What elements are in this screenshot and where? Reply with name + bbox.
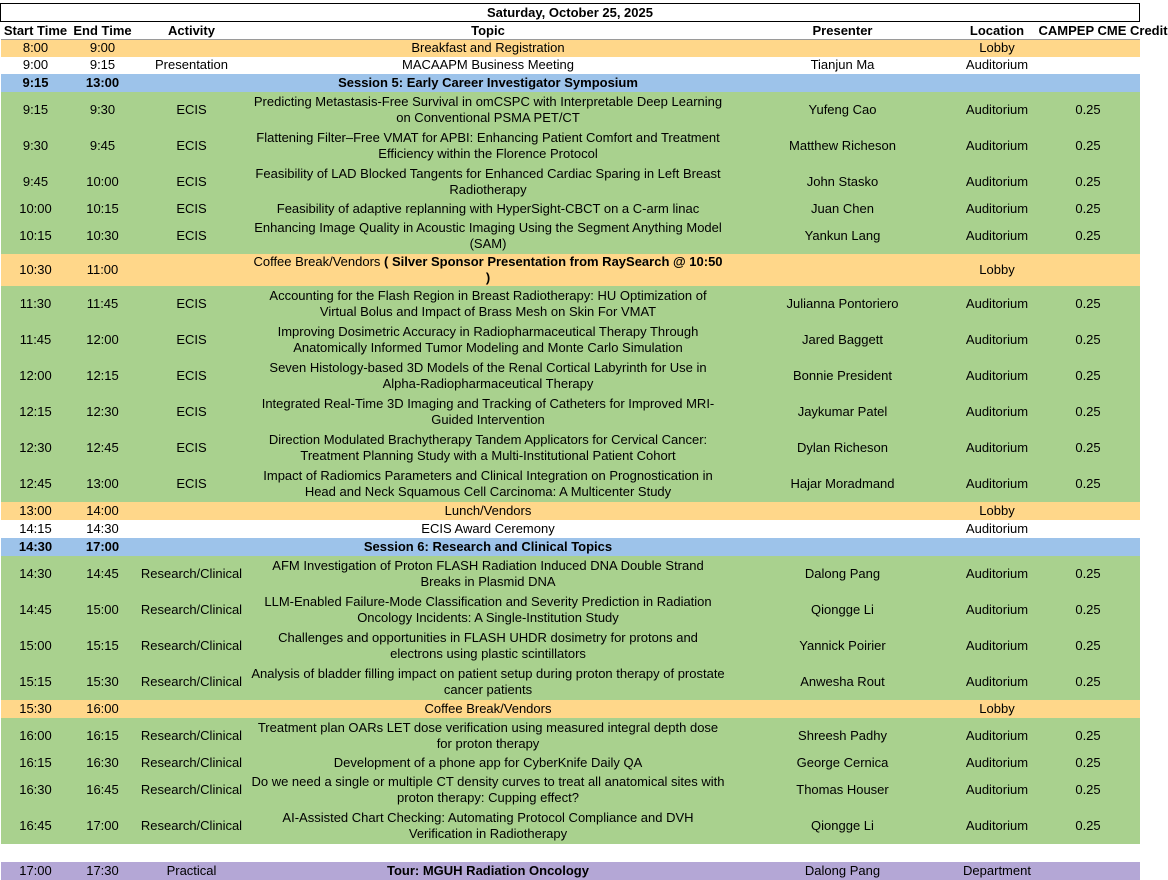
start-time-cell: 9:15	[1, 74, 71, 92]
topic-cell	[249, 754, 728, 772]
topic-text: Accounting for the Flash Region in Breast Radiotherapy: HU Optimization of Virtual Bolus and Impact of Brass Mesh on Skin For VMAT	[269, 287, 707, 319]
presenter-cell	[728, 844, 958, 862]
activity-cell	[135, 254, 249, 286]
topic-cell	[249, 628, 728, 664]
activity-cell: ECIS	[135, 200, 249, 218]
activity-cell	[135, 520, 249, 538]
presenter-cell: Yufeng Cao	[728, 92, 958, 128]
topic-cell	[249, 700, 728, 718]
start-time-cell: 10:00	[1, 200, 71, 218]
topic-cell	[249, 862, 728, 880]
activity-cell: Research/Clinical	[135, 592, 249, 628]
topic-cell	[249, 218, 728, 254]
location-cell	[958, 538, 1037, 556]
start-time-cell: 15:15	[1, 664, 71, 700]
header-row	[1, 22, 1140, 40]
schedule-row	[1, 394, 1140, 430]
presenter-cell	[728, 74, 958, 92]
schedule-row	[1, 466, 1140, 502]
schedule-row	[1, 718, 1140, 754]
start-time-cell: 8:00	[1, 40, 71, 57]
schedule-row	[1, 128, 1140, 164]
topic-cell	[249, 200, 728, 218]
activity-cell: ECIS	[135, 466, 249, 502]
activity-cell	[135, 502, 249, 520]
end-time-cell: 14:00	[71, 502, 135, 520]
topic-text: Session 6: Research and Clinical Topics	[363, 538, 613, 554]
location-cell: Auditorium	[958, 808, 1037, 844]
schedule-row	[1, 556, 1140, 592]
header-topic: Topic	[249, 22, 728, 40]
start-time-cell: 14:15	[1, 520, 71, 538]
topic-text: Tour: MGUH Radiation Oncology	[387, 862, 589, 878]
credit-cell	[1037, 862, 1140, 880]
start-time-cell: 14:30	[1, 538, 71, 556]
schedule-row	[1, 218, 1140, 254]
presenter-cell: Thomas Houser	[728, 772, 958, 808]
presenter-cell: Tianjun Ma	[728, 57, 958, 74]
location-cell: Auditorium	[958, 394, 1037, 430]
activity-cell	[135, 74, 249, 92]
topic-text: Predicting Metastasis-Free Survival in omCSPC with Interpretable Deep Learning on Conventional PSMA PET/CT	[253, 93, 723, 125]
end-time-cell: 14:30	[71, 520, 135, 538]
start-time-cell: 14:30	[1, 556, 71, 592]
topic-cell	[249, 538, 728, 556]
location-cell: Lobby	[958, 254, 1037, 286]
schedule-row	[1, 754, 1140, 772]
topic-text: Flattening Filter–Free VMAT for APBI: Enhancing Patient Comfort and Treatment Efficiency within the Florence Protocol	[256, 129, 720, 161]
start-time-cell	[1, 844, 71, 862]
activity-cell: ECIS	[135, 358, 249, 394]
presenter-cell	[728, 520, 958, 538]
presenter-cell: Dalong Pang	[728, 556, 958, 592]
topic-cell	[249, 286, 728, 322]
location-cell: Auditorium	[958, 430, 1037, 466]
header-presenter: Presenter	[728, 22, 958, 40]
location-cell: Auditorium	[958, 200, 1037, 218]
presenter-cell: Bonnie President	[728, 358, 958, 394]
presenter-cell: Matthew Richeson	[728, 128, 958, 164]
topic-cell	[249, 322, 728, 358]
location-cell: Department	[958, 862, 1037, 880]
activity-cell: Research/Clinical	[135, 628, 249, 664]
topic-text: MACAAPM Business Meeting	[402, 57, 574, 72]
credit-cell: 0.25	[1037, 772, 1140, 808]
credit-cell: 0.25	[1037, 466, 1140, 502]
location-cell: Lobby	[958, 502, 1037, 520]
activity-cell: ECIS	[135, 128, 249, 164]
start-time-cell: 17:00	[1, 862, 71, 880]
activity-cell: ECIS	[135, 430, 249, 466]
title-row	[1, 4, 1140, 22]
location-cell: Auditorium	[958, 466, 1037, 502]
activity-cell: ECIS	[135, 92, 249, 128]
topic-text: Seven Histology-based 3D Models of the Renal Cortical Labyrinth for Use in Alpha-Radiopharmaceutical Therapy	[269, 359, 707, 391]
location-cell: Auditorium	[958, 164, 1037, 200]
header-location: Location	[958, 22, 1037, 40]
end-time-cell: 10:15	[71, 200, 135, 218]
location-cell: Auditorium	[958, 628, 1037, 664]
credit-cell: 0.25	[1037, 286, 1140, 322]
header-start-time: Start Time	[1, 22, 71, 40]
schedule-row	[1, 74, 1140, 92]
schedule-row	[1, 502, 1140, 520]
topic-text: Challenges and opportunities in FLASH UHDR dosimetry for protons and electrons using plastic scintillators	[278, 629, 698, 661]
activity-cell: ECIS	[135, 394, 249, 430]
credit-cell: 0.25	[1037, 664, 1140, 700]
location-cell: Auditorium	[958, 718, 1037, 754]
activity-cell: Research/Clinical	[135, 772, 249, 808]
schedule-row	[1, 322, 1140, 358]
presenter-cell: George Cernica	[728, 754, 958, 772]
topic-cell	[249, 664, 728, 700]
credit-cell: 0.25	[1037, 322, 1140, 358]
activity-cell: ECIS	[135, 286, 249, 322]
activity-cell	[135, 700, 249, 718]
topic-cell	[249, 466, 728, 502]
topic-text: Development of a phone app for CyberKnife Daily QA	[333, 754, 643, 770]
schedule-row	[1, 592, 1140, 628]
end-time-cell: 12:15	[71, 358, 135, 394]
credit-cell	[1037, 700, 1140, 718]
credit-cell: 0.25	[1037, 218, 1140, 254]
presenter-cell: Jared Baggett	[728, 322, 958, 358]
credit-cell: 0.25	[1037, 628, 1140, 664]
credit-cell: 0.25	[1037, 718, 1140, 754]
location-cell: Auditorium	[958, 754, 1037, 772]
credit-cell: 0.25	[1037, 808, 1140, 844]
credit-cell: 0.25	[1037, 592, 1140, 628]
end-time-cell: 9:30	[71, 92, 135, 128]
end-time-cell: 15:00	[71, 592, 135, 628]
schedule-row	[1, 358, 1140, 394]
end-time-cell: 16:15	[71, 718, 135, 754]
presenter-cell: Hajar Moradmand	[728, 466, 958, 502]
activity-cell	[135, 40, 249, 57]
credit-cell: 0.25	[1037, 164, 1140, 200]
topic-cell	[249, 844, 728, 862]
presenter-cell: Qiongge Li	[728, 808, 958, 844]
location-cell: Lobby	[958, 40, 1037, 57]
presenter-cell: Dalong Pang	[728, 862, 958, 880]
credit-cell: 0.25	[1037, 200, 1140, 218]
start-time-cell: 9:15	[1, 92, 71, 128]
start-time-cell: 14:45	[1, 592, 71, 628]
topic-text: Treatment plan OARs LET dose verification using measured integral depth dose for proton therapy	[257, 719, 719, 751]
topic-text: Session 5: Early Career Investigator Symposium	[338, 74, 638, 90]
presenter-cell: Juan Chen	[728, 200, 958, 218]
start-time-cell: 12:15	[1, 394, 71, 430]
schedule-row	[1, 92, 1140, 128]
topic-text: LLM-Enabled Failure-Mode Classification and Severity Prediction in Radiation Oncology Incidents: A Single-Institution Study	[264, 593, 712, 625]
end-time-cell: 9:45	[71, 128, 135, 164]
presenter-cell: John Stasko	[728, 164, 958, 200]
topic-cell	[249, 57, 728, 74]
topic-cell	[249, 592, 728, 628]
location-cell: Auditorium	[958, 664, 1037, 700]
schedule-row	[1, 808, 1140, 844]
credit-cell	[1037, 74, 1140, 92]
activity-cell: Research/Clinical	[135, 718, 249, 754]
credit-cell: 0.25	[1037, 358, 1140, 394]
start-time-cell: 12:00	[1, 358, 71, 394]
topic-text: Coffee Break/Vendors	[253, 253, 381, 269]
topic-cell	[249, 358, 728, 394]
presenter-cell: Dylan Richeson	[728, 430, 958, 466]
activity-cell: Research/Clinical	[135, 664, 249, 700]
schedule-row	[1, 862, 1140, 880]
location-cell: Auditorium	[958, 358, 1037, 394]
topic-cell	[249, 718, 728, 754]
schedule-row	[1, 772, 1140, 808]
schedule-row	[1, 538, 1140, 556]
start-time-cell: 9:45	[1, 164, 71, 200]
schedule-row	[1, 200, 1140, 218]
schedule-row	[1, 254, 1140, 286]
credit-cell: 0.25	[1037, 394, 1140, 430]
header-activity: Activity	[135, 22, 249, 40]
schedule-row	[1, 664, 1140, 700]
topic-cell	[249, 128, 728, 164]
topic-text: Integrated Real-Time 3D Imaging and Tracking of Catheters for Improved MRI-Guided Intervention	[261, 395, 715, 427]
topic-cell	[249, 556, 728, 592]
end-time-cell: 12:00	[71, 322, 135, 358]
schedule-row	[1, 40, 1140, 57]
schedule-row	[1, 700, 1140, 718]
credit-cell	[1037, 40, 1140, 57]
credit-cell: 0.25	[1037, 430, 1140, 466]
topic-cell	[249, 808, 728, 844]
start-time-cell: 10:30	[1, 254, 71, 286]
topic-text: AFM Investigation of Proton FLASH Radiation Induced DNA Double Strand Breaks in Plasmid DNA	[272, 557, 704, 589]
start-time-cell: 13:00	[1, 502, 71, 520]
start-time-cell: 11:45	[1, 322, 71, 358]
location-cell: Auditorium	[958, 57, 1037, 74]
topic-text: Impact of Radiomics Parameters and Clinical Integration on Prognostication in Head and Neck Squamous Cell Carcinoma: A Multicenter Study	[263, 467, 713, 499]
activity-cell: Research/Clinical	[135, 556, 249, 592]
topic-text: Enhancing Image Quality in Acoustic Imaging Using the Segment Anything Model (SAM)	[254, 219, 722, 251]
topic-sponsor-note: ( Silver Sponsor Presentation from RaySearch @ 10:50 )	[380, 253, 723, 285]
end-time-cell: 10:00	[71, 164, 135, 200]
presenter-cell: Qiongge Li	[728, 592, 958, 628]
topic-cell	[249, 254, 728, 286]
end-time-cell: 15:30	[71, 664, 135, 700]
activity-cell: ECIS	[135, 322, 249, 358]
schedule-row	[1, 286, 1140, 322]
start-time-cell: 16:00	[1, 718, 71, 754]
schedule-row	[1, 164, 1140, 200]
start-time-cell: 16:45	[1, 808, 71, 844]
location-cell: Auditorium	[958, 772, 1037, 808]
end-time-cell: 11:00	[71, 254, 135, 286]
presenter-cell: Yannick Poirier	[728, 628, 958, 664]
topic-cell	[249, 40, 728, 57]
presenter-cell: Shreesh Padhy	[728, 718, 958, 754]
activity-cell: Presentation	[135, 57, 249, 74]
topic-cell	[249, 164, 728, 200]
schedule-table	[0, 3, 1168, 880]
end-time-cell: 17:00	[71, 808, 135, 844]
topic-text: Direction Modulated Brachytherapy Tandem Applicators for Cervical Cancer: Treatment Planning Study with a Multi-Institutional Patient Cohort	[268, 431, 708, 463]
location-cell: Lobby	[958, 700, 1037, 718]
presenter-cell: Jaykumar Patel	[728, 394, 958, 430]
schedule-row	[1, 430, 1140, 466]
location-cell: Auditorium	[958, 128, 1037, 164]
start-time-cell: 15:30	[1, 700, 71, 718]
location-cell	[958, 844, 1037, 862]
topic-text: Coffee Break/Vendors	[424, 700, 552, 716]
credit-cell: 0.25	[1037, 92, 1140, 128]
topic-cell	[249, 92, 728, 128]
start-time-cell: 15:00	[1, 628, 71, 664]
topic-text: Breakfast and Registration	[411, 40, 565, 56]
location-cell: Auditorium	[958, 556, 1037, 592]
end-time-cell: 15:15	[71, 628, 135, 664]
schedule-row	[1, 57, 1140, 74]
end-time-cell: 9:15	[71, 57, 135, 74]
end-time-cell: 13:00	[71, 466, 135, 502]
location-cell: Auditorium	[958, 520, 1037, 538]
topic-cell	[249, 772, 728, 808]
start-time-cell: 16:15	[1, 754, 71, 772]
end-time-cell: 11:45	[71, 286, 135, 322]
topic-text: ECIS Award Ceremony	[421, 520, 555, 536]
start-time-cell: 12:45	[1, 466, 71, 502]
header-end-time: End Time	[71, 22, 135, 40]
end-time-cell: 13:00	[71, 74, 135, 92]
topic-cell	[249, 502, 728, 520]
end-time-cell	[71, 844, 135, 862]
location-cell: Auditorium	[958, 218, 1037, 254]
topic-text: Feasibility of adaptive replanning with HyperSight-CBCT on a C-arm linac	[276, 200, 700, 216]
start-time-cell: 9:30	[1, 128, 71, 164]
location-cell: Auditorium	[958, 286, 1037, 322]
start-time-cell: 16:30	[1, 772, 71, 808]
schedule-title: Saturday, October 25, 2025	[1, 4, 1140, 22]
credit-cell	[1037, 520, 1140, 538]
credit-cell: 0.25	[1037, 556, 1140, 592]
credit-cell: 0.25	[1037, 128, 1140, 164]
end-time-cell: 17:30	[71, 862, 135, 880]
topic-text: Feasibility of LAD Blocked Tangents for Enhanced Cardiac Sparing in Left Breast Radiotherapy	[255, 165, 721, 197]
end-time-cell: 16:30	[71, 754, 135, 772]
start-time-cell: 11:30	[1, 286, 71, 322]
end-time-cell: 12:45	[71, 430, 135, 466]
topic-text: Analysis of bladder filling impact on patient setup during proton therapy of prostate cancer patients	[251, 665, 725, 697]
activity-cell: ECIS	[135, 218, 249, 254]
location-cell: Auditorium	[958, 322, 1037, 358]
schedule-row	[1, 628, 1140, 664]
topic-cell	[249, 520, 728, 538]
presenter-cell: Yankun Lang	[728, 218, 958, 254]
end-time-cell: 16:45	[71, 772, 135, 808]
topic-cell	[249, 394, 728, 430]
spacer-row	[1, 844, 1140, 862]
header-credit: CAMPEP CME Credit	[1038, 22, 1168, 38]
end-time-cell: 17:00	[71, 538, 135, 556]
presenter-cell	[728, 40, 958, 57]
credit-cell	[1037, 538, 1140, 556]
activity-cell	[135, 538, 249, 556]
topic-text: Lunch/Vendors	[444, 502, 532, 518]
activity-cell: Research/Clinical	[135, 808, 249, 844]
credit-cell	[1037, 57, 1140, 74]
topic-text: Do we need a single or multiple CT density curves to treat all anatomical sites with proton therapy: Cupping effect?	[251, 773, 725, 805]
schedule-row	[1, 520, 1140, 538]
end-time-cell: 10:30	[71, 218, 135, 254]
location-cell	[958, 74, 1037, 92]
credit-cell	[1037, 844, 1140, 862]
end-time-cell: 9:00	[71, 40, 135, 57]
activity-cell: Practical	[135, 862, 249, 880]
topic-cell	[249, 430, 728, 466]
presenter-cell	[728, 538, 958, 556]
start-time-cell: 10:15	[1, 218, 71, 254]
activity-cell	[135, 844, 249, 862]
end-time-cell: 12:30	[71, 394, 135, 430]
presenter-cell	[728, 254, 958, 286]
credit-cell	[1037, 254, 1140, 286]
location-cell: Auditorium	[958, 92, 1037, 128]
topic-text: Improving Dosimetric Accuracy in Radiopharmaceutical Therapy Through Anatomically Informed Tumor Modeling and Monte Carlo Simulation	[277, 323, 699, 355]
presenter-cell	[728, 502, 958, 520]
topic-cell	[249, 74, 728, 92]
topic-text: AI-Assisted Chart Checking: Automating Protocol Compliance and DVH Verification in Radiotherapy	[282, 809, 694, 841]
start-time-cell: 9:00	[1, 57, 71, 74]
presenter-cell: Anwesha Rout	[728, 664, 958, 700]
location-cell: Auditorium	[958, 592, 1037, 628]
start-time-cell: 12:30	[1, 430, 71, 466]
activity-cell: ECIS	[135, 164, 249, 200]
presenter-cell: Julianna Pontoriero	[728, 286, 958, 322]
credit-cell	[1037, 502, 1140, 520]
end-time-cell: 16:00	[71, 700, 135, 718]
activity-cell: Research/Clinical	[135, 754, 249, 772]
presenter-cell	[728, 700, 958, 718]
end-time-cell: 14:45	[71, 556, 135, 592]
credit-cell: 0.25	[1037, 754, 1140, 772]
